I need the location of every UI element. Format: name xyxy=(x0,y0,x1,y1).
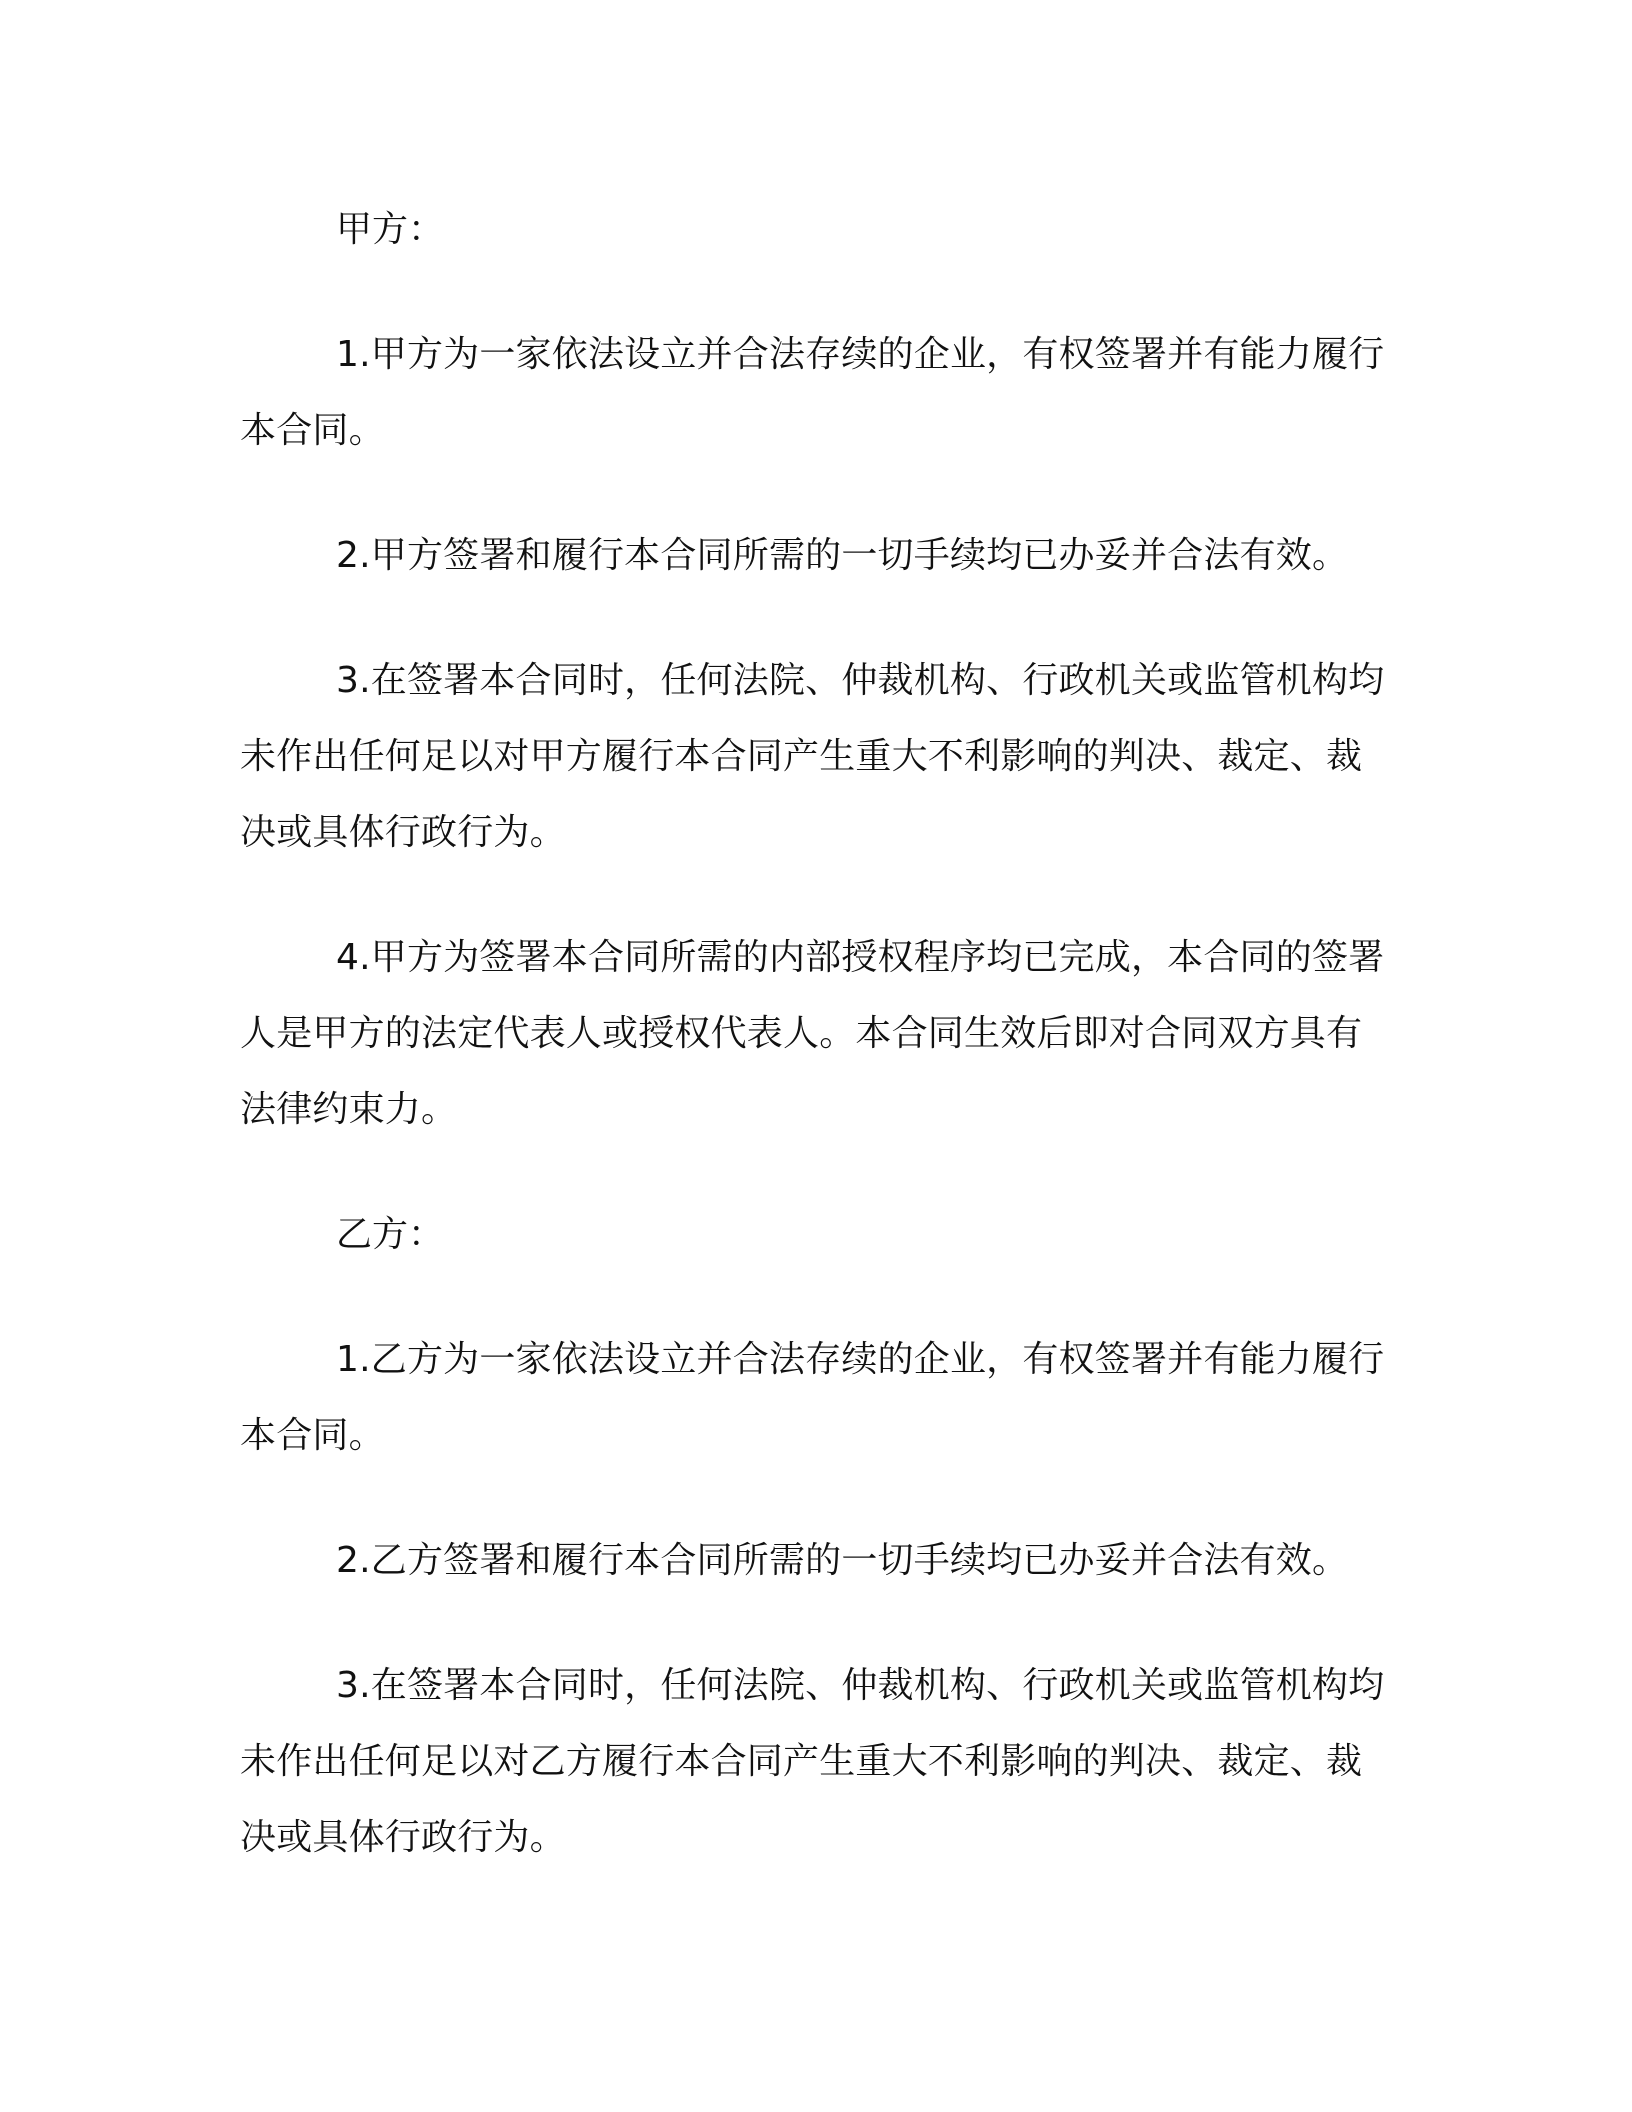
party-a-clause-2: 2.甲方签署和履行本合同所需的一切手续均已办妥并合法有效。 xyxy=(336,535,1349,576)
party-a-clause-3: 3.在签署本合同时，任何法院、仲裁机构、行政机关或监管机构均未作出任何足以对甲方履行本合同产生重大不利影响的判决、裁定、裁决或具体行政行为。 xyxy=(240,660,1385,853)
party-a-clause-1: 1.甲方为一家依法设立并合法存续的企业，有权签署并有能力履行本合同。 xyxy=(240,334,1385,451)
party-b-clause-2: 2.乙方签署和履行本合同所需的一切手续均已办妥并合法有效。 xyxy=(336,1540,1349,1581)
party-a-clause-4: 4.甲方为签署本合同所需的内部授权程序均已完成，本合同的签署人是甲方的法定代表人或授权代表人。本合同生效后即对合同双方具有法律约束力。 xyxy=(240,937,1385,1130)
party-b-clause-1: 1.乙方为一家依法设立并合法存续的企业，有权签署并有能力履行本合同。 xyxy=(240,1339,1385,1456)
party-b-clause-3: 3.在签署本合同时，任何法院、仲裁机构、行政机关或监管机构均未作出任何足以对乙方履行本合同产生重大不利影响的判决、裁定、裁决或具体行政行为。 xyxy=(240,1665,1385,1858)
party-b-heading: 乙方： xyxy=(336,1214,445,1255)
party-a-heading: 甲方： xyxy=(336,209,445,250)
document-body xyxy=(240,192,1385,1925)
